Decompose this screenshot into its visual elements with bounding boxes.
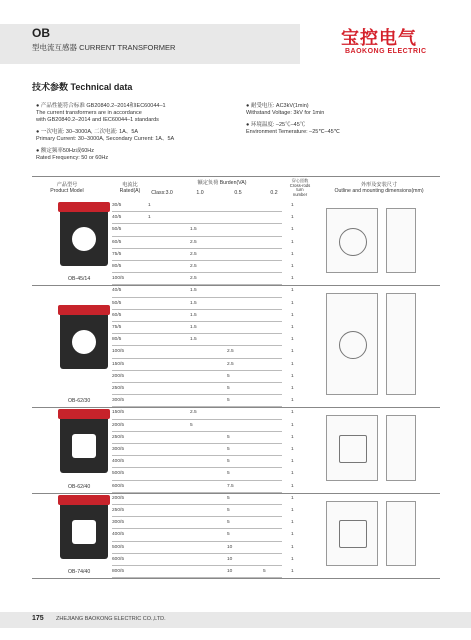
specs-left-item xyxy=(36,148,108,162)
spec-table xyxy=(32,176,440,197)
spec-line: Withstand Voltage: 3kV for 1min xyxy=(246,110,325,116)
cell-rated: 75/5 xyxy=(112,325,122,330)
page-title: OB xyxy=(32,26,50,40)
cell-c1: 1.5 xyxy=(190,288,197,294)
cell-rated: 300/5 xyxy=(112,447,125,452)
specs-left-item xyxy=(36,103,166,124)
cell-rated: 60/5 xyxy=(112,312,122,318)
cell-rated: 50/5 xyxy=(112,300,122,306)
cell-c05: 5 xyxy=(227,434,230,440)
cell-rated: 80/5 xyxy=(112,264,122,269)
cell-turns: 1 xyxy=(291,508,294,513)
cell-rated: 200/5 xyxy=(112,373,125,379)
cell-rated: 75/5 xyxy=(112,251,122,257)
cell-c1: 1.5 xyxy=(190,312,197,318)
cell-turns: 1 xyxy=(291,361,294,367)
table-row xyxy=(112,212,294,224)
table-row xyxy=(112,285,294,297)
brand-logo-cn: 宝控电气 xyxy=(341,28,417,49)
cell-c1: 2.5 xyxy=(190,264,197,269)
cell-turns: 1 xyxy=(291,288,294,294)
table-row xyxy=(112,310,294,322)
cell-c05: 7.5 xyxy=(227,483,234,489)
model-label: OB-45/14 xyxy=(68,276,91,283)
table-row xyxy=(112,249,294,261)
table-row xyxy=(112,224,294,236)
table-row xyxy=(112,346,294,358)
table-row xyxy=(112,273,294,285)
col-header-turns: 穿心匝数 Cross-rods turn number xyxy=(289,178,311,197)
cell-c05: 10 xyxy=(227,569,233,574)
specs-left-item xyxy=(36,129,174,143)
cell-c1: 1.5 xyxy=(190,300,197,306)
cell-rated: 600/5 xyxy=(112,556,125,562)
product-aperture xyxy=(72,227,96,251)
product-terminal-cap xyxy=(58,495,110,505)
group-divider xyxy=(32,578,440,579)
product-terminal-cap xyxy=(58,305,110,315)
cell-rated: 400/5 xyxy=(112,459,125,465)
cell-turns: 1 xyxy=(291,312,294,318)
table-row xyxy=(112,420,294,432)
cell-c05: 5 xyxy=(227,386,230,391)
table-row xyxy=(112,444,294,456)
cell-rated: 40/5 xyxy=(112,215,122,221)
col-header-class3: Class:3.0 xyxy=(151,190,173,196)
table-row xyxy=(112,481,294,493)
product-aperture xyxy=(72,330,96,354)
cell-rated: 200/5 xyxy=(112,495,125,501)
spec-line: ● 环境温度: –25℃–45℃ xyxy=(246,122,306,128)
cell-c05: 5 xyxy=(227,508,230,513)
cell-c05: 5 xyxy=(227,373,230,379)
cell-c05: 5 xyxy=(227,447,230,452)
cell-c02: 5 xyxy=(263,569,266,574)
table-row xyxy=(112,383,294,395)
col-header-dimensions: 外形及安装尺寸 Outline and mounting dimensions(mm) xyxy=(334,182,424,194)
cell-c05: 5 xyxy=(227,520,230,526)
cell-turns: 1 xyxy=(291,447,294,452)
table-row xyxy=(112,505,294,517)
cell-c1: 2.5 xyxy=(190,251,197,257)
drawing-aperture xyxy=(339,228,367,256)
drawing-aperture xyxy=(339,520,367,548)
cell-turns: 1 xyxy=(291,434,294,440)
table-row xyxy=(112,359,294,371)
cell-c1: 5 xyxy=(190,422,193,428)
cell-c1: 2.5 xyxy=(190,276,197,282)
cell-rated: 150/5 xyxy=(112,410,125,416)
cell-rated: 300/5 xyxy=(112,398,125,404)
table-row xyxy=(112,200,294,212)
table-row xyxy=(112,468,294,480)
table-row xyxy=(112,542,294,554)
cell-rated: 40/5 xyxy=(112,288,122,294)
product-aperture xyxy=(72,520,96,544)
cell-turns: 1 xyxy=(291,422,294,428)
cell-turns: 1 xyxy=(291,459,294,465)
table-row xyxy=(112,334,294,346)
cell-c05: 5 xyxy=(227,471,230,477)
cell-turns: 1 xyxy=(291,398,294,404)
cell-turns: 1 xyxy=(291,495,294,501)
product-photo xyxy=(60,501,108,559)
col-header-class05: 0.5 xyxy=(234,190,242,196)
cell-c05: 5 xyxy=(227,495,230,501)
spec-line: with GB20840.2–2014 and IEC60044–1 standards xyxy=(36,117,159,123)
cell-rated: 60/5 xyxy=(112,239,122,245)
table-row xyxy=(112,529,294,541)
col-header-class02: 0.2 xyxy=(270,190,278,196)
cell-c05: 10 xyxy=(227,556,233,562)
cell-turns: 1 xyxy=(291,386,294,391)
brand-logo-en: BAOKONG ELECTRIC xyxy=(345,48,427,55)
cell-c05: 2.5 xyxy=(227,349,234,355)
outline-side-drawing xyxy=(386,415,416,480)
cell-c1: 1.5 xyxy=(190,337,197,343)
cell-turns: 1 xyxy=(291,203,294,208)
product-aperture xyxy=(72,434,96,458)
cell-turns: 1 xyxy=(291,264,294,269)
cell-turns: 1 xyxy=(291,325,294,330)
table-row xyxy=(112,407,294,419)
cell-c1: 2.5 xyxy=(190,239,197,245)
cell-c1: 1.5 xyxy=(190,227,197,233)
cell-rated: 100/5 xyxy=(112,349,125,355)
cell-turns: 1 xyxy=(291,556,294,562)
cell-turns: 1 xyxy=(291,276,294,282)
cell-turns: 1 xyxy=(291,227,294,233)
table-row xyxy=(112,456,294,468)
product-photo xyxy=(60,208,108,266)
cell-c05: 5 xyxy=(227,398,230,404)
cell-c05: 5 xyxy=(227,532,230,538)
drawing-aperture xyxy=(339,331,367,359)
cell-turns: 1 xyxy=(291,544,294,550)
product-terminal-cap xyxy=(58,202,110,212)
table-row xyxy=(112,298,294,310)
specs-right-item xyxy=(246,122,340,136)
spec-line: Primary Current: 30–3000A, Secondary Current: 1A、5A xyxy=(36,136,175,142)
spec-line: ● 一次电流: 30–3000A, 二次电流: 1A、5A xyxy=(36,129,139,135)
cell-c1: 1.5 xyxy=(190,325,197,330)
cell-rated: 600/5 xyxy=(112,483,125,489)
outline-front-drawing xyxy=(326,293,378,395)
col-header-class1: 1.0 xyxy=(196,190,204,196)
model-label: OB-62/30 xyxy=(68,398,91,405)
table-row xyxy=(112,237,294,249)
specs-right-item xyxy=(246,103,324,117)
cell-turns: 1 xyxy=(291,215,294,221)
cell-rated: 300/5 xyxy=(112,520,125,526)
table-row xyxy=(112,517,294,529)
cell-c1: 2.5 xyxy=(190,410,197,416)
cell-turns: 1 xyxy=(291,337,294,343)
spec-line: Rated Frequency: 50 or 60Hz xyxy=(36,155,109,161)
cell-turns: 1 xyxy=(291,532,294,538)
cell-turns: 1 xyxy=(291,520,294,526)
outline-side-drawing xyxy=(386,293,416,395)
table-row xyxy=(112,322,294,334)
cell-rated: 400/5 xyxy=(112,532,125,538)
cell-rated: 250/5 xyxy=(112,508,125,513)
page-header xyxy=(0,0,471,62)
outline-front-drawing xyxy=(326,415,378,480)
table-row xyxy=(112,432,294,444)
col-header-model: 产品型号 Product Model xyxy=(50,182,84,194)
cell-turns: 1 xyxy=(291,300,294,306)
cell-turns: 1 xyxy=(291,251,294,257)
model-label: OB-74/40 xyxy=(68,569,91,576)
cell-c05: 5 xyxy=(227,459,230,465)
cell-rated: 800/5 xyxy=(112,569,125,574)
table-row xyxy=(112,554,294,566)
product-photo xyxy=(60,311,108,369)
table-row xyxy=(112,261,294,273)
cell-c05: 10 xyxy=(227,544,233,550)
table-row xyxy=(112,566,294,578)
cell-turns: 1 xyxy=(291,410,294,416)
cell-rated: 80/5 xyxy=(112,337,122,343)
cell-rated: 150/5 xyxy=(112,361,125,367)
cell-turns: 1 xyxy=(291,483,294,489)
outline-side-drawing xyxy=(386,501,416,566)
outline-front-drawing xyxy=(326,208,378,273)
spec-line: The current transformers are in accordance xyxy=(36,110,142,116)
page-number: 175 xyxy=(32,615,44,622)
outline-side-drawing xyxy=(386,208,416,273)
cell-rated: 250/5 xyxy=(112,434,125,440)
cell-c05: 2.5 xyxy=(227,361,234,367)
cell-turns: 1 xyxy=(291,373,294,379)
cell-rated: 50/5 xyxy=(112,227,122,233)
footer-company: ZHEJIANG BAOKONG ELECTRIC CO.,LTD. xyxy=(56,616,166,622)
cell-rated: 500/5 xyxy=(112,544,125,550)
section-title: 技术参数 Technical data xyxy=(32,82,133,92)
cell-turns: 1 xyxy=(291,349,294,355)
table-row xyxy=(112,395,294,407)
table-row xyxy=(112,493,294,505)
col-header-rated: 电流比 Rated(A) xyxy=(119,182,141,194)
spec-line: ● 耐受电压: AC3kV(1min) xyxy=(246,103,309,109)
page-subtitle: 型电流互感器 CURRENT TRANSFORMER xyxy=(32,43,176,52)
spec-line: ● 额定频率50Hz或60Hz xyxy=(36,148,95,154)
spec-line: Environment Temerature: –25℃–45℃ xyxy=(246,129,340,135)
model-label: OB-62/40 xyxy=(68,483,91,490)
cell-c3: 1 xyxy=(148,203,151,208)
table-row xyxy=(112,371,294,383)
cell-rated: 100/5 xyxy=(112,276,125,282)
cell-turns: 1 xyxy=(291,239,294,245)
product-photo xyxy=(60,415,108,473)
product-terminal-cap xyxy=(58,409,110,419)
drawing-aperture xyxy=(339,435,367,463)
cell-rated: 500/5 xyxy=(112,471,125,477)
cell-c3: 1 xyxy=(148,215,151,221)
cell-rated: 30/5 xyxy=(112,203,122,208)
cell-turns: 1 xyxy=(291,471,294,477)
col-header-burden: 额定负荷 Burden(VA) xyxy=(197,180,247,186)
spec-line: ● 产品性能符合标准 GB20840.2–2014和IEC60044–1 xyxy=(36,103,166,109)
outline-front-drawing xyxy=(326,501,378,566)
cell-turns: 1 xyxy=(291,569,294,574)
cell-rated: 250/5 xyxy=(112,386,125,391)
cell-rated: 200/5 xyxy=(112,422,125,428)
